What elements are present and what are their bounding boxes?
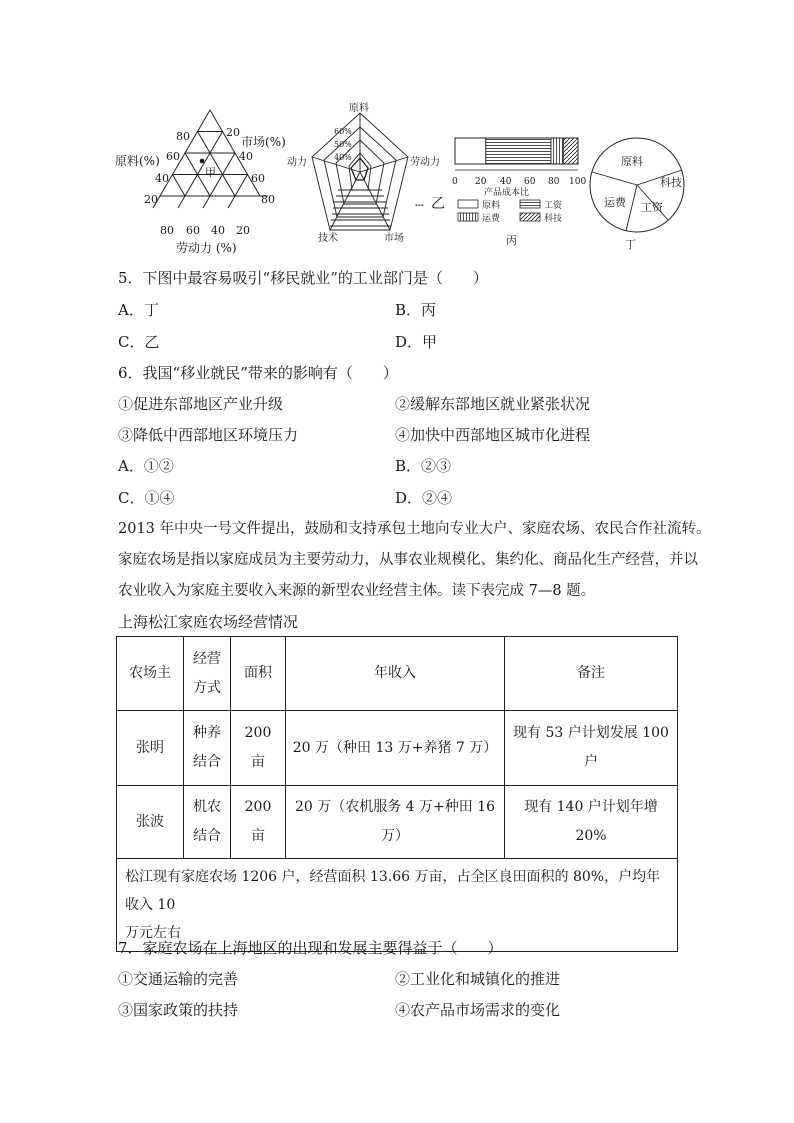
- radar-scale: 50%: [334, 140, 352, 149]
- bing-tick: 20: [475, 177, 487, 187]
- bing-tick: 0: [452, 177, 458, 187]
- cell-owner: 张波: [117, 786, 184, 859]
- cell-mode: [184, 786, 231, 859]
- q7-item-3: ③国家政策的扶持: [118, 1001, 239, 1019]
- figure-bing-name: 丙: [506, 234, 517, 247]
- q6-option-b[interactable]: B．②③: [395, 457, 452, 475]
- radar-axis-label: 市场: [384, 233, 404, 244]
- figure-bing-stacked-bar: [448, 130, 588, 245]
- cell-note: 现有 140 户计划年增 20%: [505, 786, 678, 859]
- bing-tick: 40: [500, 177, 512, 187]
- q6-item-1: ①促进东部地区产业升级: [118, 395, 284, 413]
- left-tick: 80: [176, 130, 190, 143]
- right-tick: 40: [239, 150, 253, 163]
- bing-segment-科技: [563, 138, 578, 164]
- q7-stem: 7．家庭农场在上海地区的出现和发展主要得益于（ ）: [118, 939, 503, 957]
- cell-income: 20 万（种田 13 万+养猪 7 万）: [286, 711, 505, 786]
- table-header-row: [117, 637, 678, 711]
- cell-mode-line1: 机农: [193, 799, 221, 815]
- figure-yi-radar: [285, 100, 450, 250]
- pie-slice-label: 科技: [660, 176, 682, 189]
- q5-option-b[interactable]: B．丙: [395, 301, 437, 319]
- passage-line-1: 2013 年中央一号文件提出，鼓励和支持承包土地向专业大户、家庭农场、农民合作社流转。: [118, 521, 711, 537]
- cell-area: 200 亩: [231, 711, 286, 786]
- left-tick: 20: [144, 193, 158, 206]
- q5-option-c[interactable]: C．乙: [118, 333, 160, 351]
- bing-tick: 100: [569, 177, 587, 187]
- axis-yuanliao-label: 原料(%): [115, 154, 160, 168]
- point-jia-label: 甲: [205, 166, 216, 179]
- pie-slice-label: 运费: [604, 196, 626, 209]
- bing-legend-label: 科技: [544, 214, 563, 224]
- right-tick: 80: [261, 193, 275, 206]
- table-row: [117, 711, 678, 786]
- axis-shichang-label: 市场(%): [241, 135, 286, 149]
- header-area: 面积: [231, 637, 286, 711]
- radar-axis-label: 劳动力: [410, 157, 440, 168]
- q5-stem: 5．下图中最容易吸引“移民就业”的工业部门是（ ）: [118, 269, 488, 287]
- radar-axis-label: 动力: [287, 157, 307, 168]
- figure-yi-name: 乙: [431, 196, 445, 212]
- q7-item-4: ④农产品市场需求的变化: [395, 1001, 561, 1019]
- bing-segment-原料: [455, 138, 486, 164]
- figure-ding-name: 丁: [625, 238, 636, 251]
- q7-item-1: ①交通运输的完善: [118, 970, 239, 988]
- q7-item-2: ②工业化和城镇化的推进: [395, 970, 561, 988]
- cell-mode-line1: 种养: [193, 725, 221, 741]
- figure-jia-ternary: [110, 104, 286, 256]
- header-mode-line2: 方式: [193, 679, 221, 696]
- cell-area: 200 亩: [231, 786, 286, 859]
- header-mode: [184, 637, 231, 711]
- table-row: [117, 786, 678, 859]
- bing-legend-label: 原料: [482, 201, 501, 211]
- footer-line-2: 万元左右: [125, 925, 181, 941]
- cell-mode-line2: 结合: [193, 754, 221, 770]
- passage-line-2: 家庭农场是指以家庭成员为主要劳动力，从事农业规模化、集约化、商品化生产经营，并以: [118, 552, 698, 568]
- figure-ding-pie: [585, 120, 690, 250]
- yi-leader: ┄: [415, 198, 424, 214]
- left-tick: 40: [155, 172, 169, 185]
- radar-axis-label: 原料: [349, 103, 369, 114]
- passage-line-3: 农业收入为家庭主要收入来源的新型农业经营主体。读下表完成 7—8 题。: [118, 583, 596, 599]
- bottom-tick: 60: [186, 224, 200, 237]
- q6-stem: 6．我国“移业就民”带来的影响有（ ）: [118, 364, 398, 382]
- q6-option-c[interactable]: C．①④: [118, 489, 175, 507]
- q6-option-d[interactable]: D．②④: [395, 489, 453, 507]
- bing-segment-运费: [551, 138, 563, 164]
- cell-owner: 张明: [117, 711, 184, 786]
- header-mode-line1: 经营: [193, 650, 221, 667]
- left-tick: 60: [166, 150, 180, 163]
- bing-legend-label: 运费: [482, 214, 501, 224]
- bing-tick: 80: [548, 177, 560, 187]
- bing-segment-工资: [486, 138, 551, 164]
- radar-axis-label: 技术: [318, 233, 338, 244]
- farm-table: [116, 636, 678, 952]
- axis-laodongli-label: 劳动力 (%): [176, 241, 237, 255]
- bing-legend-label: 工资: [544, 201, 563, 211]
- bottom-tick: 80: [160, 224, 174, 237]
- table-title: 上海松江家庭农场经营情况: [118, 613, 299, 631]
- q6-option-a[interactable]: A．①②: [118, 457, 174, 475]
- radar-scale: 40%: [334, 153, 352, 162]
- cell-income: 20 万（农机服务 4 万+种田 16 万）: [286, 786, 505, 859]
- cell-note: 现有 53 户计划发展 100 户: [505, 711, 678, 786]
- bing-tick: 60: [524, 177, 536, 187]
- header-income: 年收入: [286, 637, 505, 711]
- footer-line-1: 松江现有家庭农场 1206 户，经营面积 13.66 万亩，占全区良田面积的 80%，户均年收入 10: [125, 869, 661, 913]
- point-jia: [200, 159, 205, 164]
- pie-slice-label: 工资: [641, 201, 663, 214]
- right-tick: 60: [251, 172, 265, 185]
- pie-slice-label: 原料: [621, 155, 643, 168]
- header-note: 备注: [505, 637, 678, 711]
- bing-axis-title: 产品成本比: [484, 188, 530, 198]
- radar-scale: 60%: [334, 127, 352, 136]
- q6-item-4: ④加快中西部地区城市化进程: [395, 426, 591, 444]
- q6-item-3: ③降低中西部地区环境压力: [118, 426, 299, 444]
- cell-mode: [184, 711, 231, 786]
- cell-mode-line2: 结合: [193, 828, 221, 844]
- q6-item-2: ②缓解东部地区就业紧张状况: [395, 395, 591, 413]
- right-tick: 20: [226, 126, 240, 139]
- header-owner: 农场主: [117, 637, 184, 711]
- bottom-tick: 40: [211, 224, 225, 237]
- q5-option-d[interactable]: D．甲: [395, 333, 438, 351]
- q5-option-a[interactable]: A．丁: [118, 301, 159, 319]
- bottom-tick: 20: [236, 224, 250, 237]
